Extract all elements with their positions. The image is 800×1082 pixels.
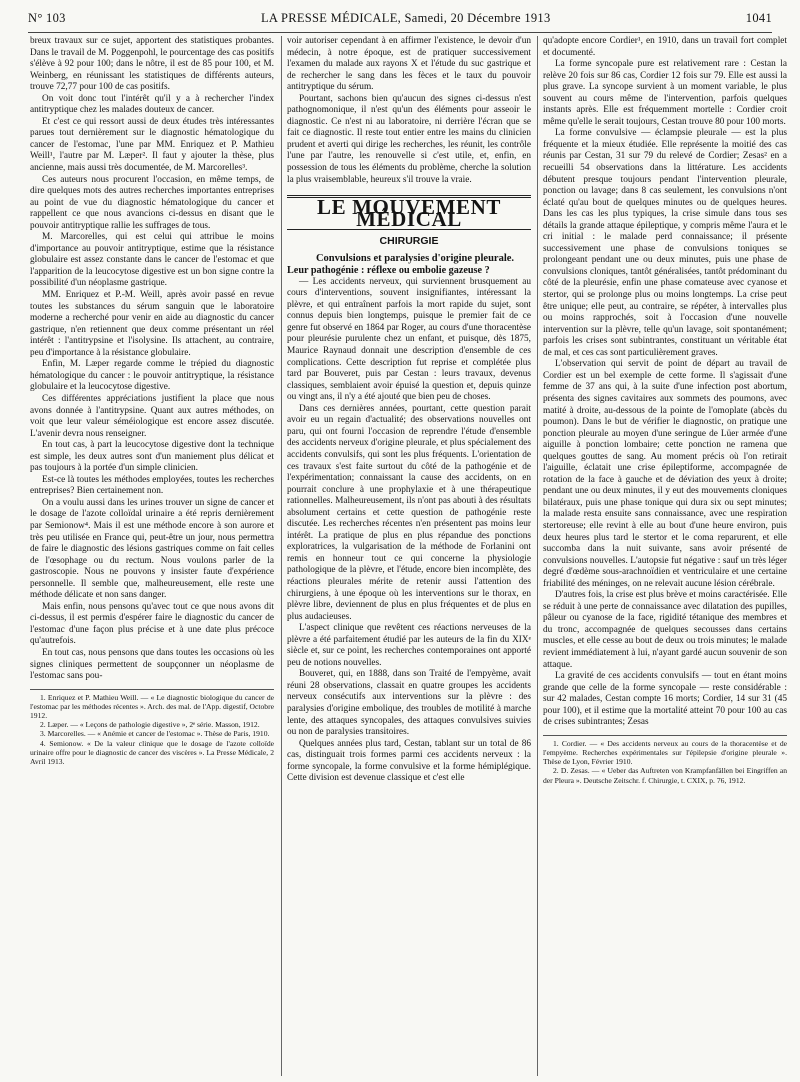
paragraph: Ces auteurs nous procurent l'occasion, en même temps, de dire quelques mots des autres recherches importantes entreprises au point de vue du diagnostic hématologique du cancer et rappellent ce que nous avancions ci-dessus en disant que le pouvoir antitryptique rallie les suffrages de tous. xyxy=(30,174,274,231)
footnote: 1. Cordier. — « Des accidents nerveux au cours de la thoracentèse et de l'empyème. Recherches expérimentales sur l'épilepsie d'origine pleurale ». Thèse de Lyon, Février 1910. xyxy=(543,738,787,767)
paragraph: Pourtant, sachons bien qu'aucun des signes ci-dessus n'est pathognomonique, il n'est qu'un des éléments pour asseoir le diagnostic. Ce n'est ni au laboratoire, ni derrière l'écran que se fait ce diagnostic. Il reste tout entier entre les mains du clinicien prudent et averti qui dirige les recherches, les réunit, les contrôle l'une par l'autre, les renouvelle si c'est utile, et, enfin, en possession de tous les éléments du problème, cherche la solution la plus vraisemblable, heureux s'il trouve la vraie. xyxy=(287,93,531,185)
column-2 xyxy=(287,36,531,1076)
column-divider xyxy=(537,36,538,1076)
footnotes xyxy=(30,689,274,767)
paragraph: On voit donc tout l'intérêt qu'il y a à rechercher l'index antitryptique chez les malades douteux de cancer. xyxy=(30,93,274,116)
article-title: Convulsions et paralysies d'origine pleurale. xyxy=(315,252,515,264)
paragraph: En tout cas, nous pensons que dans toutes les occasions où les signes cliniques permettent de soupçonner un néoplasme de l'estomac sans pou- xyxy=(30,647,274,682)
section-banner xyxy=(287,195,531,230)
paragraph: M. Marcorelles, qui est celui qui attribue le moins d'importance au pouvoir antitryptique, estime que la résistance globulaire est assez constante dans le cancer de l'estomac et que l'apparition de la leucocytose digestive est un bon signe contre la possibilité d'un néoplasme gastrique. xyxy=(30,232,274,289)
paragraph: Quelques années plus tard, Cestan, tablant sur un total de 86 cas, distinguait trois formes parmi ces accidents nerveux : la forme syncopale, la forme convulsive et la forme hémiplégique. Cette division est devenue classique et c'est elle xyxy=(287,738,531,784)
paragraph: En tout cas, à part la leucocytose digestive dont la technique est simple, les deux autres sont d'un maniement plus délicat et pas toujours à la portée d'un simple clinicien. xyxy=(30,440,274,474)
paragraph: breux travaux sur ce sujet, apportent des statistiques probantes. Dans le travail de M. Poggenpohl, le pourcentage des cas positifs s'élève à 92 pour 100; dans le nôtre, il est de 85 pour 100, et M. Weinberg, en réunissant les statistiques de différents auteurs, trouve 72,77 pour 100 de cas positifs. xyxy=(30,36,274,93)
column-3 xyxy=(543,36,787,1076)
footnotes xyxy=(543,735,787,785)
issue-number: N° 103 xyxy=(28,10,66,25)
paragraph: Bouveret, qui, en 1888, dans son Traité de l'empyème, avait réuni 28 observations, classait en quatre groupes les accidents nerveux consécutifs aux interventions sur la plèvre : des paralysies d'origine embolique, des troubles de motilité à marche lente, des attaques syncopales, des attaques convulsives suivies ou non de paralysies transitoires. xyxy=(287,669,531,738)
footnote: 1. Enriquez et P. Mathieu Weill. — « Le diagnostic biologique du cancer de l'estomac par les méthodes récentes ». Arch. des mal. de l'App. digestif, Octobre 1912. xyxy=(30,692,274,721)
footnote: 4. Semionow. « De la valeur clinique que le dosage de l'azote colloïde urinaire offre pour le diagnostic de cancer des viscères ». La Presse Médicale, 2 Avril 1913. xyxy=(30,738,274,767)
page-header xyxy=(28,6,772,30)
paragraph: Est-ce là toutes les méthodes employées, toutes les recherches entreprises? Bien certainement non. xyxy=(30,474,274,497)
paragraph: La gravité de ces accidents convulsifs — tout en étant moins grande que celle de la forme syncopale — reste considérable : sur 42 malades, Cestan compte 16 morts; Cordier, 14 sur 31 (45 pour 100), et il estime que la mortalité atteint 70 pour 100 au cas de crises subintrantes; Zesas xyxy=(543,671,787,728)
paragraph: L'aspect clinique que revêtent ces réactions nerveuses de la plèvre a été parfaitement étudié par les auteurs de la fin du XIXᵉ siècle et, sur ce point, les recherches contemporaines ont apporté peu de notions nouvelles. xyxy=(287,623,531,668)
column-divider xyxy=(281,36,282,1076)
footnote: 3. Marcorelles. — « Anémie et cancer de l'estomac ». Thèse de Paris, 1910. xyxy=(40,729,270,739)
paragraph: MM. Enriquez et P.-M. Weill, après avoir passé en revue toutes les substances du sérum sanguin que le laboratoire moderne a recherché pour venir en aide au diagnostic du cancer gastrique, n'en retiennent que deux comme présentant un réel intérêt : l'antitrypsine et l'isolysine. Ils attachent, au contraire, peu d'importance à la résistance globulaire. xyxy=(30,290,274,358)
paragraph: — Les accidents nerveux, qui surviennent brusquement au cours d'interventions, souvent insignifiantes, intéressant la plèvre, et qui entraînent parfois la mort rapide du sujet, sont connus depuis bien longtemps, puisque le premier fait de ce genre fut observé en 1864 par Roger, au cours d'une thoracentèse pour pleurésie purulente chez un enfant, et puisque, dès 1875, Maurice Raynaud donnait une description d'ensemble de ces complications. Cette description fut reprise et complétée plus tard par Bouveret, puis par Cestan : leurs travaux, devenus classiques, semblaient avoir épuisé la question et, depuis quinze ou vingt ans, il n'y a été ajouté que bien peu de choses. xyxy=(287,276,531,403)
paragraph: D'autres fois, la crise est plus brève et moins caractérisée. Elle se réduit à une perte de connaissance avec dilatation des pupilles, pâleur ou cyanose de la face, rigidité tétanique des membres et du tronc, accompagnée de quelques secousses dans certains muscles, et elle cesse au bout de deux ou trois minutes; le malade revient immédiatement à lui, n'ayant gardé aucun souvenir de son attaque. xyxy=(543,590,787,670)
paragraph: Mais enfin, nous pensons qu'avec tout ce que nous avons dit ci-dessus, il est permis d'espérer faire le diagnostic du cancer de l'estomac d'une façon plus précise et à une date plus précoce qu'autrefois. xyxy=(30,601,274,647)
paragraph: qu'adopte encore Cordier¹, en 1910, dans un travail fort complet et documenté. xyxy=(543,36,787,58)
page-number: 1041 xyxy=(745,10,772,25)
paragraph: Ces différentes appréciations justifient la place que nous avons donnée à l'antitrypsine. Quant aux autres méthodes, on voit que leur valeur séméiologique est encore assez discutée. L'avenir devra nous renseigner. xyxy=(30,393,274,439)
paragraph: La forme syncopale pure est relativement rare : Cestan la relève 20 fois sur 86 cas, Cordier 12 fois sur 79. Elle est aussi la plus grave. La syncope survient à un moment variable, le plus souvent au cours même de l'intervention, parfois quelques instants après. Elle est fréquemment mortelle : Cordier croit même qu'elle le serait toujours, Cestan trouve 80 pour 100 morts. xyxy=(543,59,787,127)
paragraph: L'observation qui servit de point de départ au travail de Cordier est un bel exemple de cette forme. Il s'agissait d'une femme de 37 ans qui, à la suite d'une infection post abortum, présenta des signes cavitaires aux sommets des poumons, avec matité à droite, au-dessous de la pointe de l'omoplate (abcès du poumon). Dans le but de vérifier le diagnostic, on pratique une ponction pleurale au moyen d'une seringue de Lüer armée d'une aiguille à ponction lombaire; cette ponction ne ramena que quelques gouttes de sang. Au moment précis où l'on retirait l'aiguille, éclatait une crise épileptiforme, accompagnée de rotation de la face à gauche et de déviation des yeux à droite; pendant une ou deux minutes, il y eut des mouvements cloniques bilatéraux, puis une phase tonique qui dura six ou sept minutes; la malade resta ensuite sans connaissance, avec une respiration stertoreuse; elle revint à elle au bout d'une heure environ, puis deux heures plus tard le stertor et le coma reparurent, et elle succomba dans la nuit suivante, sans avoir présenté de convulsions nouvelles. L'autopsie fut négative : sauf un très léger degré d'œdème sous-arachnoïdien et ventriculaire et une certaine friabilité des méninges, on ne relevait aucune lésion cérébrale. xyxy=(543,359,787,589)
article-subtitle: Leur pathogénie : réflexe ou embolie gazeuse ? xyxy=(287,264,490,276)
paragraph: voir autoriser cependant à en affirmer l'existence, le devoir d'un médecin, à notre époque, est de pratiquer successivement l'examen du malade aux rayons X et l'étude du suc gastrique et de rechercher le sang dans les fèces et le taux du pouvoir antitryptique du sérum. xyxy=(287,36,531,93)
header-rule xyxy=(28,32,772,33)
banner-title: LE MOUVEMENT MÉDICAL xyxy=(317,195,501,231)
paragraph: On a voulu aussi dans les urines trouver un signe de cancer et le dosage de l'azote colloïdal urinaire a été repris dernièrement par Semionow⁴. Mais il est une méthode encore à son aurore et très peu utilisée en France qui, peut-être un jour, nous permettra de faire le diagnostic des lésions gastriques comme on fait celles de l'œsophage ou du rectum. Nous voulons parler de la gastroscopie. Nous ne pouvons y insister faute d'expérience personnelle. Il semble que, malheureusement, elle reste une méthode délicate et non sans danger. xyxy=(30,497,274,601)
section-heading: CHIRURGIE xyxy=(379,235,439,248)
paragraph: Dans ces dernières années, pourtant, cette question parait avoir eu un regain d'actualité; des observations nouvelles ont paru, qui ont fourni l'occasion de reprendre l'étude d'ensemble des accidents nerveux d'origine pleurale, et plus spécialement des accidents convulsifs, qui sont les plus fréquents. L'orientation de ces travaux s'est faite surtout du côté de la pathogénie et de l'expérimentation; connaissant la cause des accidents, on en pourrait conclure à une prophylaxie et à une thérapeutique rationnelles. Malheureusement, ils n'ont pas abouti à des résultats absolument certains et cette question de pathogénie reste discutée. Les recherches récentes n'en présentent pas moins leur intérêt. La pratique de plus en plus répandue des ponctions exploratrices, la vulgarisation de la méthode de Forlanini ont remis en honneur tout ce qui concerne la physiologie pathologique de la plèvre, et l'étude, encore bien incomplète, des réactions pleurales mérite de retenir aussi l'attention des chirurgiens, à une époque où les interventions sur le thorax, en plèvre libre, deviennent de plus en plus fréquentes et de plus en plus audacieuses. xyxy=(287,403,531,622)
journal-title: LA PRESSE MÉDICALE, Samedi, 20 Décembre 1913 xyxy=(260,10,551,25)
column-1 xyxy=(30,36,274,1076)
paragraph: Enfin, M. Læper regarde comme le trépied du diagnostic hématologique du cancer : le pouvoir antitryptique, la résistance globulaire et la leucocytose digestive. xyxy=(30,359,274,393)
footnote: 2. D. Zesas. — « Ueber das Auftreten von Krampfanfällen bei Eingriffen an der Pleura ». Deutsche Zeitschr. f. Chirurgie, t. CXIX, p. 76, 1912. xyxy=(543,766,787,785)
paragraph: La forme convulsive — éclampsie pleurale — est la plus fréquente et la mieux étudiée. Elle représente la moitié des cas réunis par Cestan, 31 sur 79 du relevé de Cordier; Zesas² en a recueilli 54 observations dans la littérature. Les accidents débutent presque toujours pendant l'intervention pleurale, ponction ou lavage; dans 8 cas seulement, les convulsions n'ont éclaté qu'au bout de quelques minutes ou de quelques heures. Dans les cas les plus typiques, la crise simule dans tous ses détails la grande attaque épileptique, y compris même l'aura et le cri initial : le malade perd connaissance; il présente successivement une phase de convulsions toniques se prolongeant pendant une ou deux minutes, puis une phase de convulsions cloniques, tantôt généralisées, tantôt prédominant du côté de la pleurésie, enfin une phase comateuse avec cyanose et stertor, qui se prolonge plus ou moins longtemps. La crise peut être unique; elle peut, au contraire, se répéter, à intervalles plus ou moins rapprochés, soit à l'occasion d'une nouvelle intervention sur la plèvre, telle qu'un lavage, soit spontanément; parfois les crises sont subintrantes, constituant un véritable état de mal, et ces cas sont particulièrement graves. xyxy=(543,128,787,358)
footnote: 2. Læper. — « Leçons de pathologie digestive », 2ᵉ série. Masson, 1912. xyxy=(40,720,260,730)
paragraph: Et c'est ce qui ressort aussi de deux études très intéressantes parues tout dernièrement sur le diagnostic hématologique du cancer de l'estomac, l'une par MM. Enriquez et P. Mathieu Weill¹, l'autre par M. Læper². Il faut y ajouter la thèse, plus ancienne, mais aussi très documentée, de M. Marcorelles³. xyxy=(30,116,274,174)
